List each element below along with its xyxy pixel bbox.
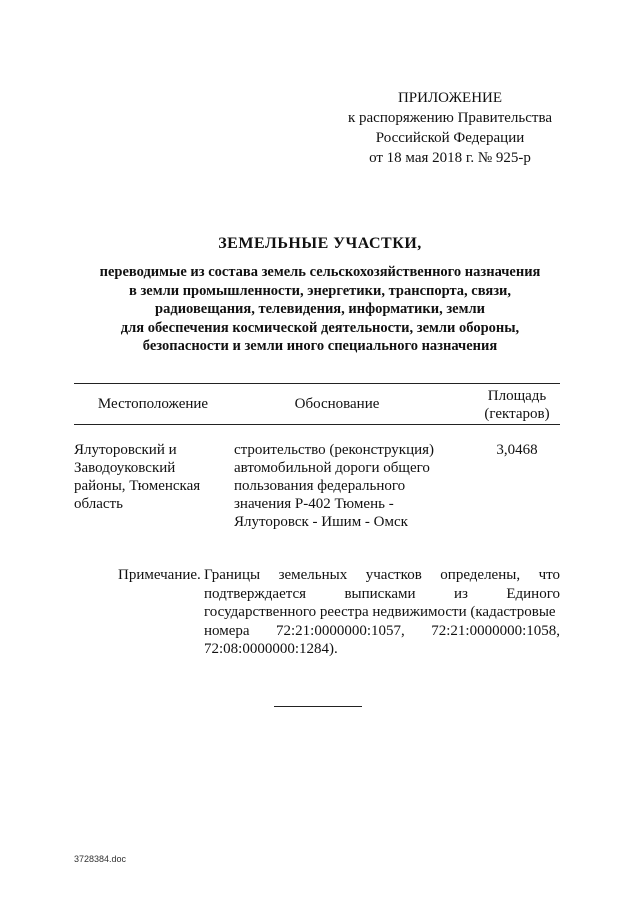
- note-word: выписками: [344, 585, 416, 602]
- location-line: Ялуторовский и: [74, 442, 177, 458]
- note-word: Единого: [506, 585, 560, 602]
- row-area: 3,0468: [496, 442, 538, 458]
- basis-line: значения Р-402 Тюмень -: [234, 496, 394, 512]
- note-word: определены,: [440, 567, 521, 583]
- note-word: номера: [204, 622, 250, 639]
- note-word: что: [538, 567, 560, 583]
- land-plots-table: [74, 383, 560, 545]
- header-area-line-2: (гектаров): [484, 406, 550, 422]
- heading-line: в земли промышленности, энергетики, транспорта, связи,: [128, 282, 512, 299]
- note-label: Примечание.: [118, 567, 201, 583]
- appendix-block: [300, 88, 600, 168]
- row-basis: [234, 441, 459, 531]
- document-heading: [40, 233, 600, 356]
- appendix-line-2: Российской Федерации: [375, 130, 525, 146]
- heading-subtitle: [40, 263, 600, 356]
- doc-id: 3728384.doc: [74, 854, 127, 864]
- note-line: [204, 622, 560, 641]
- note-word: из: [453, 585, 468, 602]
- header-area: [472, 387, 562, 423]
- basis-line: Ялуторовск - Ишим - Омск: [234, 514, 408, 530]
- header-location: Местоположение: [97, 396, 209, 412]
- header-area-line-1: Площадь: [487, 388, 547, 404]
- note-word: 72:21:0000000:1057,: [276, 622, 405, 639]
- note-line: [204, 640, 560, 659]
- location-line: область: [74, 496, 123, 512]
- header-basis: Обоснование: [294, 396, 380, 412]
- basis-line: строительство (реконструкция): [234, 442, 435, 458]
- table-header: [74, 384, 560, 424]
- note-word: участков: [365, 567, 422, 583]
- note-word: 72:21:0000000:1058,: [431, 622, 560, 639]
- heading-line: безопасности и земли иного специального назначения: [142, 338, 498, 355]
- note-word: государственного реестра недвижимости (кадастровые: [204, 604, 556, 620]
- note-word: земельных: [278, 567, 348, 583]
- row-location: [74, 441, 224, 513]
- heading-line: радиовещания, телевидения, информатики, земли: [155, 301, 485, 318]
- appendix-title: ПРИЛОЖЕНИЕ: [397, 90, 503, 106]
- heading-line: переводимые из состава земель сельскохозяйственного назначения: [99, 264, 541, 280]
- note-line: [204, 603, 560, 622]
- note-word: Границы: [204, 567, 261, 583]
- note-text: [204, 566, 560, 659]
- end-separator-line: [274, 706, 362, 707]
- location-line: районы, Тюменская: [74, 478, 201, 494]
- appendix-line-3: от 18 мая 2018 г. № 925-р: [369, 150, 531, 166]
- note-word: подтверждается: [204, 585, 307, 602]
- basis-line: пользования федерального: [234, 478, 406, 494]
- heading-title: ЗЕМЕЛЬНЫЕ УЧАСТКИ,: [218, 235, 422, 252]
- table-row: [74, 425, 560, 545]
- heading-line: для обеспечения космической деятельности, земли обороны,: [120, 319, 520, 336]
- appendix-line-1: к распоряжению Правительства: [347, 110, 552, 126]
- note-line: [204, 566, 560, 585]
- note-word: 72:08:0000000:1284).: [204, 641, 338, 657]
- note-line: [204, 585, 560, 604]
- location-line: Заводоуковский: [74, 460, 176, 476]
- basis-line: автомобильной дороги общего: [234, 460, 430, 476]
